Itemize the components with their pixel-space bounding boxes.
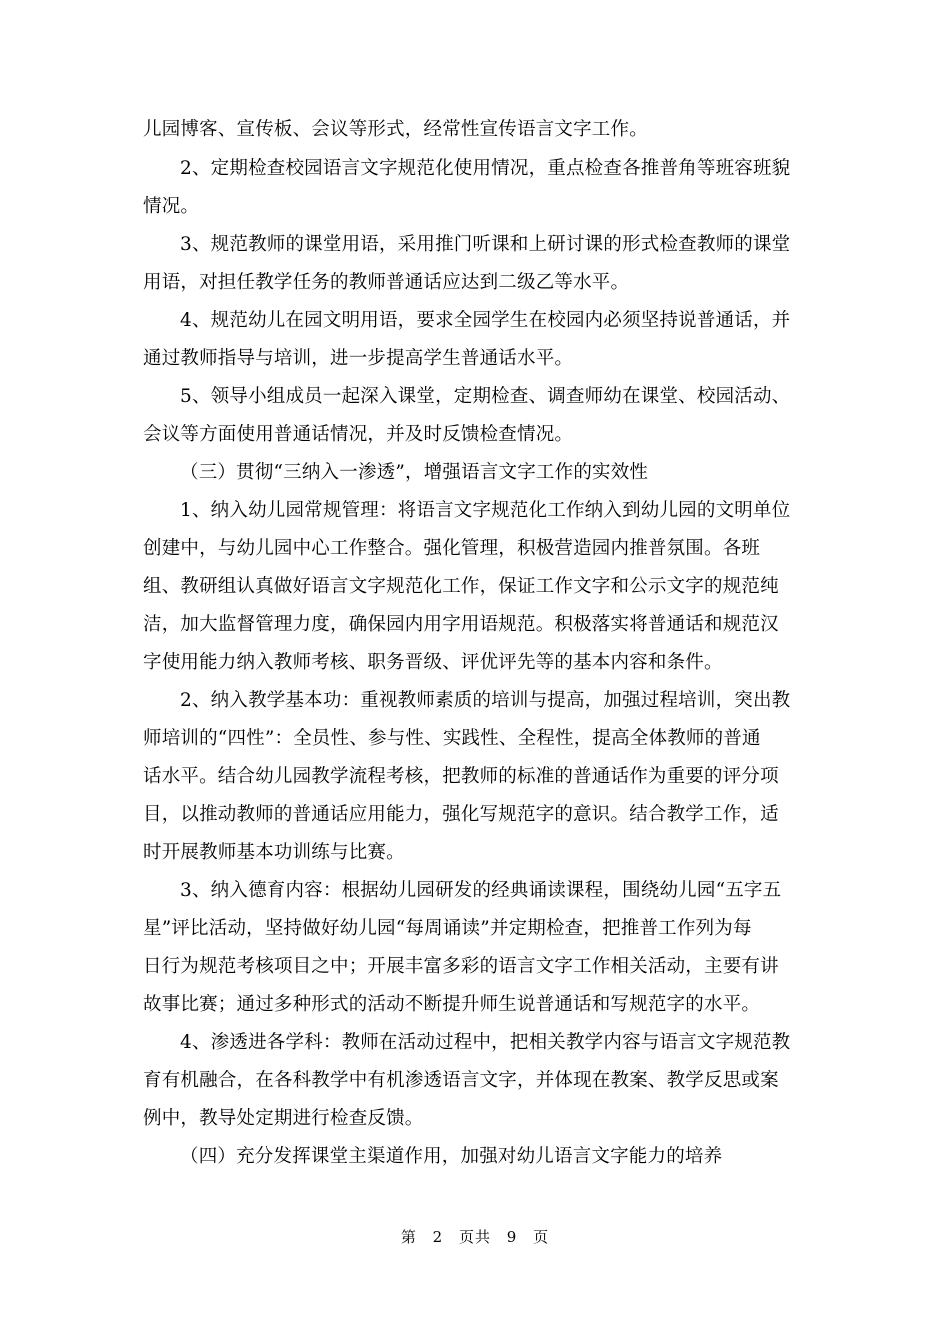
text-line: 育有机融合，在各科教学中有机渗透语言文字，并体现在教案、教学反思或案 bbox=[143, 1070, 779, 1091]
text-line: 日行为规范考核项目之中；开展丰富多彩的语言文字工作相关活动，主要有讲 bbox=[143, 956, 779, 977]
text-line: 通过教师指导与培训，进一步提高学生普通话水平。 bbox=[143, 348, 574, 369]
text-line: 情况。 bbox=[143, 196, 200, 217]
text-line: 字使用能力纳入教师考核、职务晋级、评优评先等的基本内容和条件。 bbox=[143, 652, 723, 673]
text-line: 4、规范幼儿在园文明用语，要求全园学生在校园内必须坚持说普通话，并 bbox=[180, 310, 791, 331]
text-line: 师培训的“四性”：全员性、参与性、实践性、全程性，提高全体教师的普通 bbox=[143, 728, 761, 749]
text-line: 4、渗透进各学科：教师在活动过程中，把相关教学内容与语言文字规范教 bbox=[180, 1032, 791, 1053]
text-line: 5、领导小组成员一起深入课堂，定期检查、调查师幼在课堂、校园活动、 bbox=[180, 386, 791, 407]
section-heading: （四）充分发挥课堂主渠道作用，加强对幼儿语言文字能力的培养 bbox=[180, 1146, 723, 1167]
text-line: 洁，加大监督管理力度，确保园内用字用语规范。积极落实将普通话和规范汉 bbox=[143, 614, 779, 635]
text-line: 儿园博客、宣传板、会议等形式，经常性宣传语言文字工作。 bbox=[143, 119, 648, 140]
text-line: 3、纳入德育内容：根据幼儿园研发的经典诵读课程，围绕幼儿园“五字五 bbox=[180, 880, 782, 901]
text-line: 2、定期检查校园语言文字规范化使用情况，重点检查各推普角等班容班貌 bbox=[180, 158, 791, 179]
text-line: 组、教研组认真做好语言文字规范化工作，保证工作文字和公示文字的规范纯 bbox=[143, 576, 779, 597]
text-line: 3、规范教师的课堂用语，采用推门听课和上研讨课的形式检查教师的课堂 bbox=[180, 234, 791, 255]
text-line: 例中，教导处定期进行检查反馈。 bbox=[143, 1108, 424, 1129]
text-line: 2、纳入教学基本功：重视教师素质的培训与提高，加强过程培训，突出教 bbox=[180, 690, 791, 711]
page-number-footer: 第 2 页共 9 页 bbox=[400, 1228, 550, 1246]
text-line: 故事比赛；通过多种形式的活动不断提升师生说普通话和写规范字的水平。 bbox=[143, 994, 761, 1015]
text-line: 创建中，与幼儿园中心工作整合。强化管理，积极营造园内推普氛围。各班 bbox=[143, 538, 761, 559]
text-line: 话水平。结合幼儿园教学流程考核，把教师的标准的普通话作为重要的评分项 bbox=[143, 766, 779, 787]
text-line: 星”评比活动，坚持做好幼儿园“每周诵读”并定期检查，把推普工作列为每 bbox=[143, 918, 752, 939]
section-heading: （三）贯彻“三纳入一渗透”，增强语言文字工作的实效性 bbox=[180, 462, 649, 483]
text-line: 1、纳入幼儿园常规管理：将语言文字规范化工作纳入到幼儿园的文明单位 bbox=[180, 500, 791, 521]
text-line: 用语，对担任教学任务的教师普通话应达到二级乙等水平。 bbox=[143, 272, 630, 293]
text-line: 会议等方面使用普通话情况，并及时反馈检查情况。 bbox=[143, 424, 574, 445]
text-line: 时开展教师基本功训练与比赛。 bbox=[143, 842, 405, 863]
text-line: 目，以推动教师的普通话应用能力，强化写规范字的意识。结合教学工作，适 bbox=[143, 804, 779, 825]
